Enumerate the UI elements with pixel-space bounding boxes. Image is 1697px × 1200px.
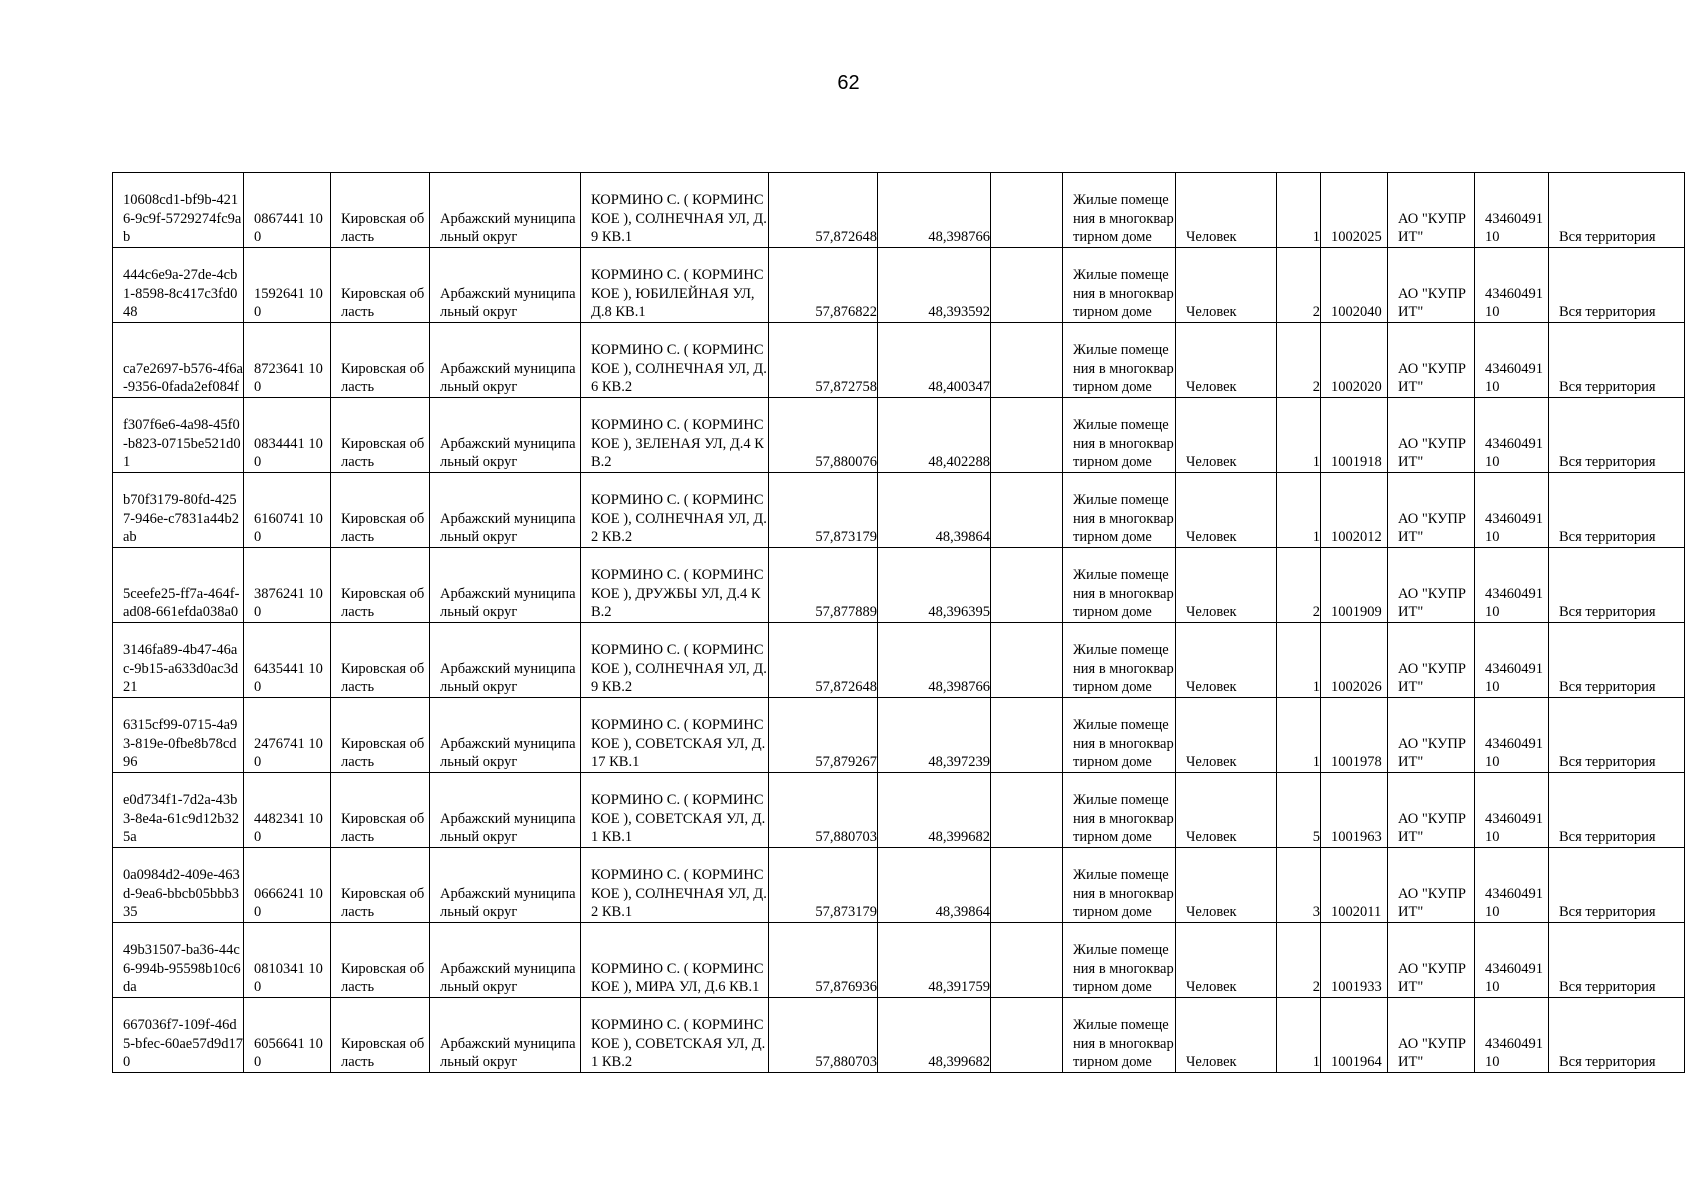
cell-empty xyxy=(991,323,1063,398)
cell-latitude: 57,873179 xyxy=(769,473,878,548)
table-row xyxy=(113,773,1685,848)
cell-territory: Вся территория xyxy=(1549,623,1685,698)
cell-premises-type: Жилые помещения в многоквартирном доме xyxy=(1063,923,1176,998)
cell-empty xyxy=(991,698,1063,773)
cell-district: Арбажский муниципальный округ xyxy=(430,398,581,473)
cell-territory: Вся территория xyxy=(1549,923,1685,998)
cell-territory: Вся территория xyxy=(1549,473,1685,548)
cell-count: 1 xyxy=(1277,473,1321,548)
cell-inn: 4346049110 xyxy=(1475,923,1549,998)
cell-number: 1002026 xyxy=(1321,623,1388,698)
cell-region: Кировская область xyxy=(331,848,430,923)
cell-address: КОРМИНО С. ( КОРМИНСКОЕ ), МИРА УЛ, Д.6 КВ.1 xyxy=(581,923,769,998)
cell-premises-type: Жилые помещения в многоквартирном доме xyxy=(1063,698,1176,773)
cell-empty xyxy=(991,623,1063,698)
cell-unit: Человек xyxy=(1176,398,1277,473)
cell-unit: Человек xyxy=(1176,173,1277,248)
cell-count: 2 xyxy=(1277,248,1321,323)
cell-count: 1 xyxy=(1277,173,1321,248)
cell-address: КОРМИНО С. ( КОРМИНСКОЕ ), СОЛНЕЧНАЯ УЛ, Д.2 КВ.2 xyxy=(581,473,769,548)
table-row xyxy=(113,623,1685,698)
cell-premises-type: Жилые помещения в многоквартирном доме xyxy=(1063,848,1176,923)
cell-territory: Вся территория xyxy=(1549,698,1685,773)
cell-id: f307f6e6-4a98-45f0-b823-0715be521d01 xyxy=(113,398,244,473)
registry-table xyxy=(112,172,1685,1073)
cell-id: 49b31507-ba36-44c6-994b-95598b10c6da xyxy=(113,923,244,998)
cell-premises-type: Жилые помещения в многоквартирном доме xyxy=(1063,173,1176,248)
cell-count: 2 xyxy=(1277,548,1321,623)
cell-id: 444c6e9a-27de-4cb1-8598-8c417c3fd048 xyxy=(113,248,244,323)
cell-address: КОРМИНО С. ( КОРМИНСКОЕ ), СОВЕТСКАЯ УЛ, Д.1 КВ.2 xyxy=(581,998,769,1073)
cell-unit: Человек xyxy=(1176,473,1277,548)
cell-territory: Вся территория xyxy=(1549,848,1685,923)
cell-district: Арбажский муниципальный округ xyxy=(430,923,581,998)
cell-id: 3146fa89-4b47-46ac-9b15-a633d0ac3d21 xyxy=(113,623,244,698)
table-row xyxy=(113,998,1685,1073)
cell-premises-type: Жилые помещения в многоквартирном доме xyxy=(1063,548,1176,623)
cell-organization: АО "КУПРИТ" xyxy=(1388,923,1475,998)
cell-code: 0867441 100 xyxy=(244,173,331,248)
cell-code: 2476741 100 xyxy=(244,698,331,773)
cell-count: 1 xyxy=(1277,998,1321,1073)
cell-region: Кировская область xyxy=(331,773,430,848)
cell-code: 0810341 100 xyxy=(244,923,331,998)
cell-unit: Человек xyxy=(1176,773,1277,848)
cell-organization: АО "КУПРИТ" xyxy=(1388,473,1475,548)
cell-district: Арбажский муниципальный округ xyxy=(430,998,581,1073)
cell-id: e0d734f1-7d2a-43b3-8e4a-61c9d12b325a xyxy=(113,773,244,848)
cell-unit: Человек xyxy=(1176,998,1277,1073)
table-row xyxy=(113,398,1685,473)
cell-inn: 4346049110 xyxy=(1475,848,1549,923)
cell-count: 3 xyxy=(1277,848,1321,923)
cell-organization: АО "КУПРИТ" xyxy=(1388,398,1475,473)
cell-longitude: 48,391759 xyxy=(878,923,991,998)
cell-id: 5ceefe25-ff7a-464f-ad08-661efda038a0 xyxy=(113,548,244,623)
cell-address: КОРМИНО С. ( КОРМИНСКОЕ ), СОЛНЕЧНАЯ УЛ, Д.9 КВ.1 xyxy=(581,173,769,248)
cell-number: 1002012 xyxy=(1321,473,1388,548)
cell-number: 1001963 xyxy=(1321,773,1388,848)
cell-longitude: 48,399682 xyxy=(878,998,991,1073)
cell-longitude: 48,39864 xyxy=(878,848,991,923)
cell-organization: АО "КУПРИТ" xyxy=(1388,698,1475,773)
cell-district: Арбажский муниципальный округ xyxy=(430,248,581,323)
cell-region: Кировская область xyxy=(331,248,430,323)
table-row xyxy=(113,323,1685,398)
cell-organization: АО "КУПРИТ" xyxy=(1388,548,1475,623)
registry-body xyxy=(113,173,1685,1073)
cell-empty xyxy=(991,923,1063,998)
cell-count: 1 xyxy=(1277,398,1321,473)
cell-empty xyxy=(991,473,1063,548)
cell-district: Арбажский муниципальный округ xyxy=(430,623,581,698)
cell-inn: 4346049110 xyxy=(1475,773,1549,848)
cell-district: Арбажский муниципальный округ xyxy=(430,848,581,923)
cell-number: 1001918 xyxy=(1321,398,1388,473)
cell-latitude: 57,877889 xyxy=(769,548,878,623)
cell-region: Кировская область xyxy=(331,998,430,1073)
cell-empty xyxy=(991,173,1063,248)
cell-territory: Вся территория xyxy=(1549,248,1685,323)
table-row xyxy=(113,698,1685,773)
cell-code: 6160741 100 xyxy=(244,473,331,548)
cell-empty xyxy=(991,848,1063,923)
cell-inn: 4346049110 xyxy=(1475,398,1549,473)
cell-longitude: 48,398766 xyxy=(878,623,991,698)
cell-latitude: 57,880703 xyxy=(769,998,878,1073)
cell-code: 3876241 100 xyxy=(244,548,331,623)
cell-empty xyxy=(991,548,1063,623)
cell-latitude: 57,873179 xyxy=(769,848,878,923)
table-row xyxy=(113,848,1685,923)
cell-number: 1001964 xyxy=(1321,998,1388,1073)
cell-unit: Человек xyxy=(1176,323,1277,398)
cell-premises-type: Жилые помещения в многоквартирном доме xyxy=(1063,773,1176,848)
cell-count: 2 xyxy=(1277,923,1321,998)
table-row xyxy=(113,548,1685,623)
cell-inn: 4346049110 xyxy=(1475,623,1549,698)
cell-id: 667036f7-109f-46d5-bfec-60ae57d9d170 xyxy=(113,998,244,1073)
cell-address: КОРМИНО С. ( КОРМИНСКОЕ ), СОВЕТСКАЯ УЛ, Д.17 КВ.1 xyxy=(581,698,769,773)
cell-region: Кировская область xyxy=(331,923,430,998)
cell-address: КОРМИНО С. ( КОРМИНСКОЕ ), ЮБИЛЕЙНАЯ УЛ, Д.8 КВ.1 xyxy=(581,248,769,323)
cell-unit: Человек xyxy=(1176,548,1277,623)
cell-code: 8723641 100 xyxy=(244,323,331,398)
cell-inn: 4346049110 xyxy=(1475,548,1549,623)
cell-territory: Вся территория xyxy=(1549,323,1685,398)
table-row xyxy=(113,173,1685,248)
cell-unit: Человек xyxy=(1176,698,1277,773)
cell-code: 1592641 100 xyxy=(244,248,331,323)
page-number-text: 62 xyxy=(837,72,860,94)
cell-count: 5 xyxy=(1277,773,1321,848)
cell-premises-type: Жилые помещения в многоквартирном доме xyxy=(1063,323,1176,398)
cell-unit: Человек xyxy=(1176,923,1277,998)
cell-number: 1001933 xyxy=(1321,923,1388,998)
cell-code: 0834441 100 xyxy=(244,398,331,473)
cell-id: 10608cd1-bf9b-4216-9c9f-5729274fc9ab xyxy=(113,173,244,248)
cell-latitude: 57,879267 xyxy=(769,698,878,773)
cell-longitude: 48,402288 xyxy=(878,398,991,473)
cell-latitude: 57,872648 xyxy=(769,623,878,698)
cell-longitude: 48,393592 xyxy=(878,248,991,323)
cell-region: Кировская область xyxy=(331,398,430,473)
table-row xyxy=(113,248,1685,323)
cell-unit: Человек xyxy=(1176,248,1277,323)
cell-longitude: 48,397239 xyxy=(878,698,991,773)
cell-unit: Человек xyxy=(1176,623,1277,698)
cell-region: Кировская область xyxy=(331,623,430,698)
cell-number: 1001909 xyxy=(1321,548,1388,623)
cell-id: ca7e2697-b576-4f6a-9356-0fada2ef084f xyxy=(113,323,244,398)
cell-latitude: 57,880703 xyxy=(769,773,878,848)
cell-number: 1002020 xyxy=(1321,323,1388,398)
table-row xyxy=(113,473,1685,548)
cell-count: 2 xyxy=(1277,323,1321,398)
cell-district: Арбажский муниципальный округ xyxy=(430,548,581,623)
cell-latitude: 57,876822 xyxy=(769,248,878,323)
cell-empty xyxy=(991,998,1063,1073)
cell-organization: АО "КУПРИТ" xyxy=(1388,623,1475,698)
cell-district: Арбажский муниципальный округ xyxy=(430,323,581,398)
cell-code: 0666241 100 xyxy=(244,848,331,923)
cell-region: Кировская область xyxy=(331,473,430,548)
cell-organization: АО "КУПРИТ" xyxy=(1388,773,1475,848)
cell-code: 4482341 100 xyxy=(244,773,331,848)
cell-longitude: 48,39864 xyxy=(878,473,991,548)
cell-territory: Вся территория xyxy=(1549,173,1685,248)
cell-count: 1 xyxy=(1277,698,1321,773)
cell-address: КОРМИНО С. ( КОРМИНСКОЕ ), СОЛНЕЧНАЯ УЛ, Д.9 КВ.2 xyxy=(581,623,769,698)
cell-longitude: 48,399682 xyxy=(878,773,991,848)
cell-premises-type: Жилые помещения в многоквартирном доме xyxy=(1063,623,1176,698)
cell-premises-type: Жилые помещения в многоквартирном доме xyxy=(1063,248,1176,323)
cell-code: 6435441 100 xyxy=(244,623,331,698)
cell-territory: Вся территория xyxy=(1549,398,1685,473)
cell-address: КОРМИНО С. ( КОРМИНСКОЕ ), ДРУЖБЫ УЛ, Д.4 КВ.2 xyxy=(581,548,769,623)
cell-district: Арбажский муниципальный округ xyxy=(430,698,581,773)
cell-latitude: 57,876936 xyxy=(769,923,878,998)
cell-inn: 4346049110 xyxy=(1475,323,1549,398)
cell-address: КОРМИНО С. ( КОРМИНСКОЕ ), ЗЕЛЕНАЯ УЛ, Д.4 КВ.2 xyxy=(581,398,769,473)
cell-region: Кировская область xyxy=(331,548,430,623)
cell-organization: АО "КУПРИТ" xyxy=(1388,248,1475,323)
cell-territory: Вся территория xyxy=(1549,998,1685,1073)
cell-number: 1002011 xyxy=(1321,848,1388,923)
cell-latitude: 57,880076 xyxy=(769,398,878,473)
cell-inn: 4346049110 xyxy=(1475,698,1549,773)
page-number xyxy=(0,72,1697,95)
cell-longitude: 48,398766 xyxy=(878,173,991,248)
cell-premises-type: Жилые помещения в многоквартирном доме xyxy=(1063,473,1176,548)
cell-organization: АО "КУПРИТ" xyxy=(1388,323,1475,398)
cell-inn: 4346049110 xyxy=(1475,998,1549,1073)
cell-empty xyxy=(991,248,1063,323)
cell-district: Арбажский муниципальный округ xyxy=(430,473,581,548)
cell-territory: Вся территория xyxy=(1549,773,1685,848)
cell-region: Кировская область xyxy=(331,323,430,398)
cell-district: Арбажский муниципальный округ xyxy=(430,173,581,248)
cell-inn: 4346049110 xyxy=(1475,473,1549,548)
cell-territory: Вся территория xyxy=(1549,548,1685,623)
cell-organization: АО "КУПРИТ" xyxy=(1388,848,1475,923)
cell-region: Кировская область xyxy=(331,173,430,248)
cell-number: 1002040 xyxy=(1321,248,1388,323)
cell-id: b70f3179-80fd-4257-946e-c7831a44b2ab xyxy=(113,473,244,548)
cell-premises-type: Жилые помещения в многоквартирном доме xyxy=(1063,998,1176,1073)
cell-empty xyxy=(991,398,1063,473)
cell-address: КОРМИНО С. ( КОРМИНСКОЕ ), СОВЕТСКАЯ УЛ, Д.1 КВ.1 xyxy=(581,773,769,848)
cell-inn: 4346049110 xyxy=(1475,248,1549,323)
cell-empty xyxy=(991,773,1063,848)
cell-district: Арбажский муниципальный округ xyxy=(430,773,581,848)
cell-organization: АО "КУПРИТ" xyxy=(1388,998,1475,1073)
cell-address: КОРМИНО С. ( КОРМИНСКОЕ ), СОЛНЕЧНАЯ УЛ, Д.2 КВ.1 xyxy=(581,848,769,923)
cell-premises-type: Жилые помещения в многоквартирном доме xyxy=(1063,398,1176,473)
cell-id: 0a0984d2-409e-463d-9ea6-bbcb05bbb335 xyxy=(113,848,244,923)
table-row xyxy=(113,923,1685,998)
cell-latitude: 57,872758 xyxy=(769,323,878,398)
cell-number: 1001978 xyxy=(1321,698,1388,773)
cell-longitude: 48,400347 xyxy=(878,323,991,398)
cell-count: 1 xyxy=(1277,623,1321,698)
cell-address: КОРМИНО С. ( КОРМИНСКОЕ ), СОЛНЕЧНАЯ УЛ, Д.6 КВ.2 xyxy=(581,323,769,398)
cell-latitude: 57,872648 xyxy=(769,173,878,248)
cell-longitude: 48,396395 xyxy=(878,548,991,623)
cell-id: 6315cf99-0715-4a93-819e-0fbe8b78cd96 xyxy=(113,698,244,773)
cell-inn: 4346049110 xyxy=(1475,173,1549,248)
cell-unit: Человек xyxy=(1176,848,1277,923)
cell-organization: АО "КУПРИТ" xyxy=(1388,173,1475,248)
cell-region: Кировская область xyxy=(331,698,430,773)
cell-code: 6056641 100 xyxy=(244,998,331,1073)
cell-number: 1002025 xyxy=(1321,173,1388,248)
